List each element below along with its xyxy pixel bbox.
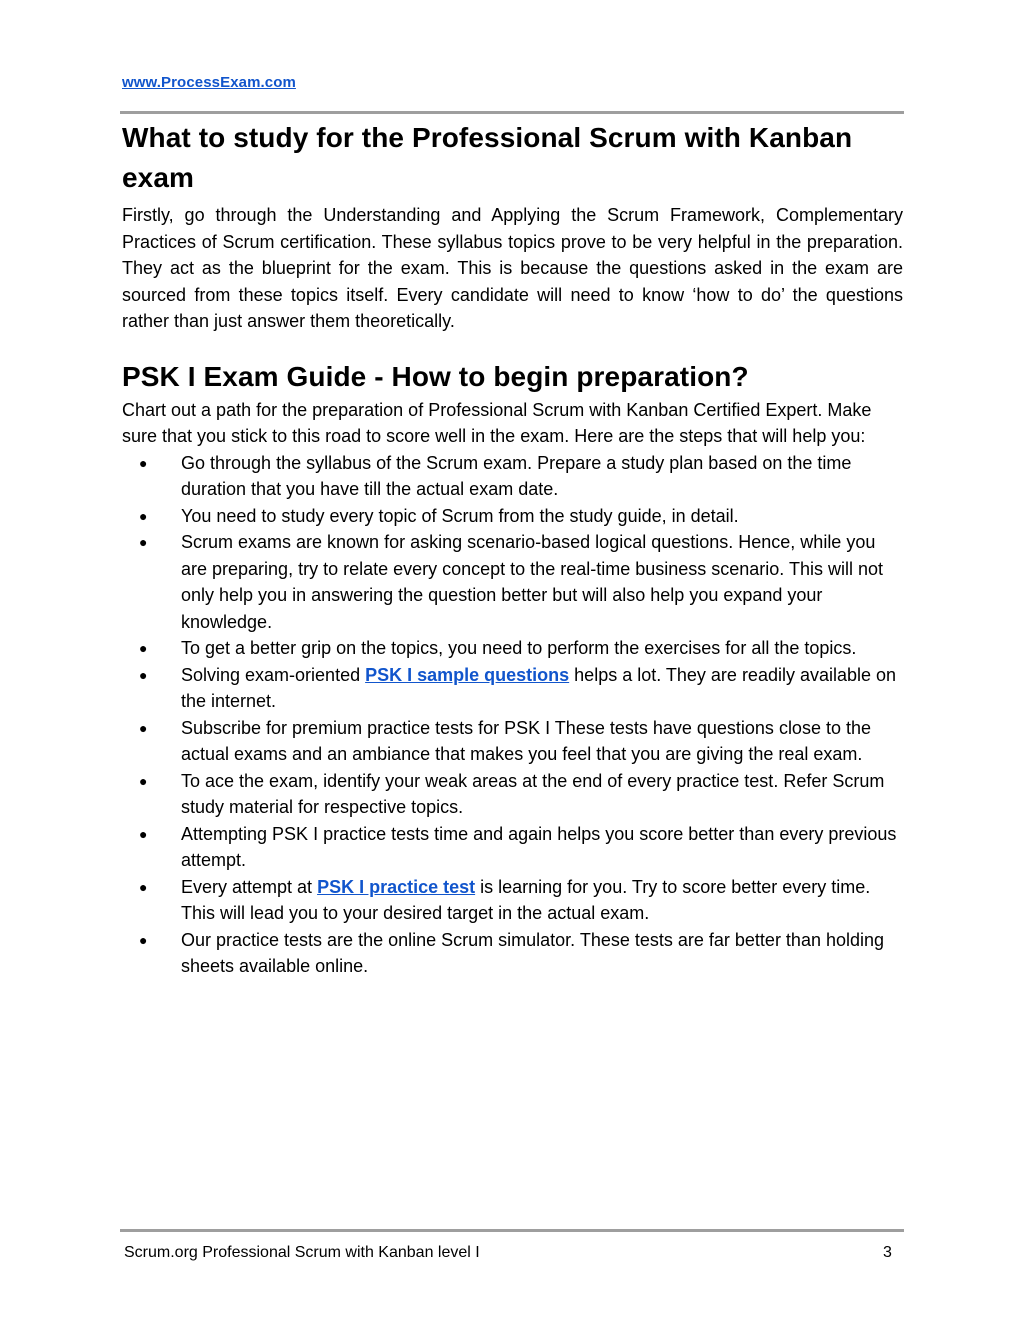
bullet-icon: ● <box>139 825 148 842</box>
list-item <box>122 768 903 821</box>
bullet-icon: ● <box>139 534 148 550</box>
list-item <box>122 635 903 662</box>
list-item <box>122 874 903 927</box>
list-item <box>122 927 903 980</box>
section2-title: PSK I Exam Guide - How to begin preparation? <box>122 360 749 392</box>
list-item-text: Scrum exams are known for asking scenario-based logical questions. Hence, while you are preparing, try to relate every concept to the real-time business scenario. This will not only help you in answering the question better but will also help you expand your knowledge. <box>181 532 883 632</box>
bullet-icon: ● <box>139 454 148 471</box>
bullet-icon: ● <box>139 640 148 656</box>
psk-sample-questions-link[interactable]: PSK I sample questions <box>365 664 570 685</box>
list-item-text-after: is learning for you. Try to score better every time. This will lead you to your desired target in the actual exam. <box>181 876 871 923</box>
footer-divider <box>120 1229 904 1232</box>
list-item-text: You need to study every topic of Scrum from the study guide, in detail. <box>181 505 739 526</box>
bullet-icon: ● <box>139 666 148 683</box>
list-item-text: To ace the exam, identify your weak areas at the end of every practice test. Refer Scrum study material for respective topics. <box>181 770 885 817</box>
psk-practice-test-link[interactable]: PSK I practice test <box>317 876 476 897</box>
list-item-text: Subscribe for premium practice tests for PSK I These tests have questions close to the actual exams and an ambiance that makes you feel that you are giving the real exam. <box>181 717 871 764</box>
list-item-text-before: Solving exam-oriented <box>181 664 366 685</box>
bullet-icon: ● <box>139 719 148 736</box>
steps-list <box>122 450 903 980</box>
list-item <box>122 450 903 503</box>
footer-title: Scrum.org Professional Scrum with Kanban level I <box>124 1244 480 1261</box>
bullet-icon: ● <box>139 507 148 524</box>
bullet-icon: ● <box>139 931 148 948</box>
header-divider <box>120 111 904 114</box>
bullet-icon: ● <box>139 878 148 895</box>
site-link[interactable]: www.ProcessExam.com <box>122 74 296 91</box>
list-item-text: Go through the syllabus of the Scrum exam. Prepare a study plan based on the time duration that you have till the actual exam date. <box>181 452 852 499</box>
list-item-text-after: helps a lot. They are readily available on the internet. <box>181 664 897 711</box>
list-item <box>122 503 903 530</box>
section1-title: What to study for the Professional Scrum with Kanban exam <box>122 122 853 193</box>
bullet-icon: ● <box>139 772 148 789</box>
list-item-text: Attempting PSK I practice tests time and again helps you score better than every previous attempt. <box>181 823 897 870</box>
list-item <box>122 662 903 715</box>
list-item-text-before: Every attempt at <box>181 876 318 897</box>
main-content <box>122 118 903 980</box>
list-item-text: To get a better grip on the topics, you need to perform the exercises for all the topics. <box>181 638 857 658</box>
section2-intro: Chart out a path for the preparation of Professional Scrum with Kanban Certified Expert. Make sure that you stick to this road to score well in the exam. Here are the steps that will help you: <box>122 399 872 446</box>
list-item <box>122 529 903 635</box>
list-item-text: Our practice tests are the online Scrum simulator. These tests are far better than holding sheets available online. <box>181 929 885 976</box>
page-number: 3 <box>883 1244 892 1261</box>
list-item <box>122 715 903 768</box>
list-item <box>122 821 903 874</box>
section1-paragraph: Firstly, go through the Understanding and Applying the Scrum Framework, Complementary Practices of Scrum certification. These syllabus topics prove to be very helpful in the preparation. They act as the blueprint for the exam. This is because the questions asked in the exam are sourced from these topics itself. Every candidate will need to know ‘how to do’ the questions rather than just answer them theoretically. <box>122 205 903 331</box>
